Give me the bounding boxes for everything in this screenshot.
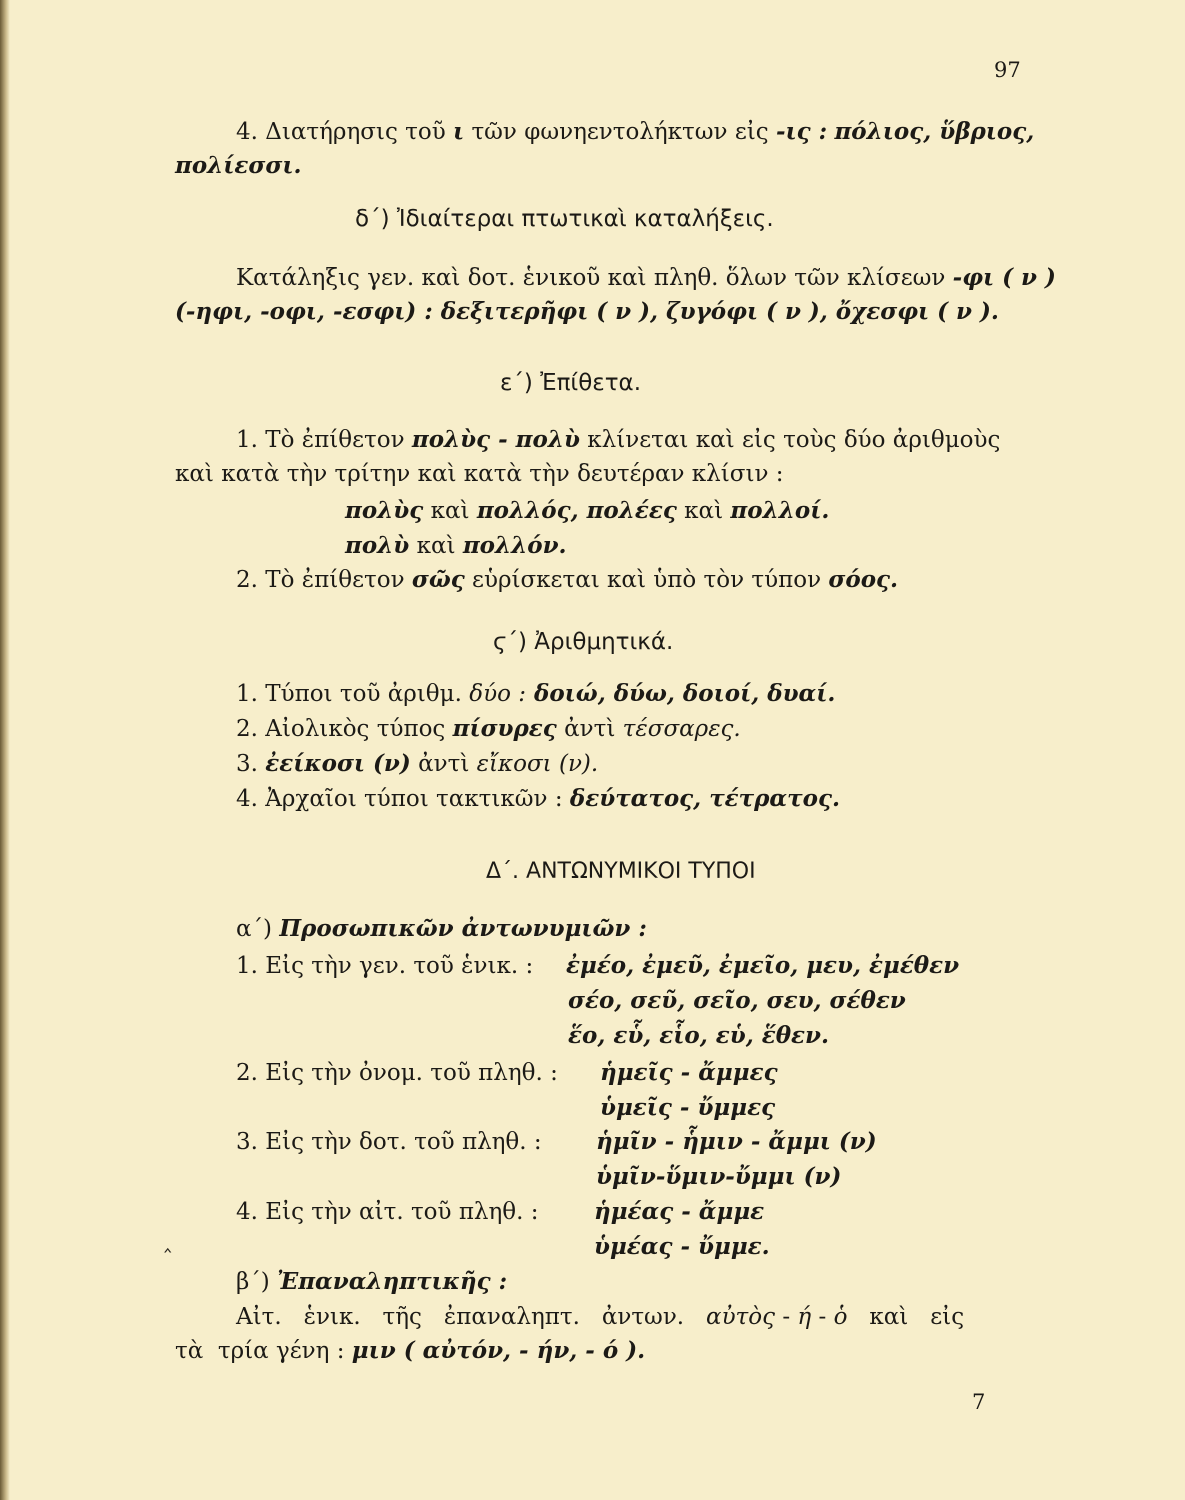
pronoun-row-2-forms-a: ἡμεῖς - ἄμμες [600, 1059, 778, 1086]
accusative-line-1 [236, 1302, 964, 1332]
adjective-forms-row-1 [345, 496, 829, 526]
numeral-item-1 [236, 679, 835, 709]
text: τὰ τρία γένη : [175, 1338, 352, 1364]
numeral-item-4 [236, 784, 840, 814]
footer-number: 7 [972, 1390, 986, 1414]
text-bold-italic: πολλός, πολέες [476, 497, 677, 524]
text: 1. Τύποι τοῦ ἀριθμ. [236, 681, 470, 707]
text-bold-italic: δοιώ, δύω, δοιοί, δυαί. [525, 680, 836, 707]
text-italic: εἴκοσι (ν). [476, 751, 599, 777]
text-bold-italic: ἐείκοσι (ν) [265, 750, 411, 777]
pronoun-row-2-label: 2. Εἰς τὴν ὀνομ. τοῦ πληθ. : [236, 1060, 558, 1086]
text: καὶ [409, 533, 463, 559]
text: καὶ [423, 498, 477, 524]
examples: πόλιος, ὕβριος, [834, 118, 1035, 145]
pronoun-row-4-forms-a: ἡμέας - ἄμμε [594, 1198, 765, 1225]
text: κλίνεται καὶ εἰς τοὺς δύο ἀριθμοὺς [579, 427, 1001, 453]
pronoun-row-1-label: 1. Εἰς τὴν γεν. τοῦ ἑνικ. : [236, 953, 534, 979]
section-heading-epsilon: ε΄) Ἐπίθετα. [500, 370, 642, 396]
pronoun-row-3-forms-b: ὑμῖν-ὕμιν-ὔμμι (ν) [596, 1163, 842, 1190]
text: καὶ [676, 498, 731, 524]
text-bold-italic: Ἐπαναληπτικῆς : [277, 1268, 508, 1295]
text: 3. [236, 751, 266, 777]
page-edge-shadow [0, 0, 10, 1500]
text: 4. Ἀρχαῖοι τύποι τακτικῶν : [236, 786, 570, 812]
paragraph-4-line-1 [236, 117, 1034, 147]
text: ἀντὶ [410, 751, 477, 777]
accusative-line-2 [175, 1336, 645, 1366]
pronoun-row-3-label: 3. Εἰς τὴν δοτ. τοῦ πληθ. : [236, 1129, 542, 1155]
adjective-forms-row-2 [345, 531, 567, 561]
text-italic: ή [797, 1304, 812, 1330]
text-bold-italic: πολὺς - πολὺ [411, 426, 580, 453]
text: 4. Διατήρησις τοῦ [236, 119, 453, 145]
endings-line-2: (-ηφι, -οφι, -εσφι) : δεξιτερῆφι ( ν ), ζυγόφι ( ν ), ὄχεσφι ( ν ). [175, 298, 999, 325]
text: ἀντὶ [556, 716, 623, 742]
section-heading-numerals: ϛ΄) Ἀριθμητικά. [493, 629, 674, 655]
text: καὶ εἰς [847, 1304, 965, 1330]
text: - [775, 1304, 798, 1330]
subsection-repetitive [236, 1267, 507, 1297]
text: α΄) [236, 916, 280, 942]
text: β΄) [236, 1269, 278, 1295]
caret-mark-icon: ‸ [164, 1228, 172, 1253]
text: τῶν φωνηεντολήκτων εἰς [464, 119, 776, 145]
pronoun-row-1-forms-c: ἕο, εὗ, εἷο, εὑ, ἕθεν. [568, 1022, 829, 1049]
adjective-1-line-2: καὶ κατὰ τὴν τρίτην καὶ κατὰ τὴν δευτέραν κλίσιν : [175, 461, 784, 487]
section-heading-delta: δ΄) Ἰδιαίτεραι πτωτικαὶ καταλήξεις. [355, 206, 774, 232]
text-italic: αὐτὸς [706, 1304, 776, 1330]
chapter-heading: Δ΄. ΑΝΤΩΝΥΜΙΚΟΙ ΤΥΠΟΙ [486, 859, 756, 884]
text: εὑρίσκεται καὶ ὑπὸ τὸν τύπον [464, 567, 829, 593]
text-bold-italic: Προσωπικῶν ἀντωνυμιῶν : [279, 915, 647, 942]
text-bold-italic: ι [453, 118, 465, 145]
text-bold-italic: πολὺ [345, 532, 410, 559]
endings-line-1 [236, 263, 1056, 293]
pronoun-row-4-forms-b: ὑμέας - ὔμμε. [594, 1233, 770, 1260]
text: Κατάληξις γεν. καὶ δοτ. ἑνικοῦ καὶ πληθ. ὅλων τῶν κλίσεων [236, 265, 953, 291]
text: 2. Αἰολικὸς τύπος [236, 716, 453, 742]
adjective-1-line-1 [236, 425, 1000, 455]
suffix: -ις : [775, 118, 828, 145]
subsection-personal [236, 914, 647, 944]
text-bold-italic: πολλόν. [462, 532, 567, 559]
text-bold-italic: σῶς [411, 566, 465, 593]
text-bold-italic: πίσυρες [452, 715, 557, 742]
pronoun-row-3-forms-a: ἡμῖν - ἧμιν - ἄμμι (ν) [596, 1128, 877, 1155]
text-bold-italic: πολλοί. [730, 497, 830, 524]
adjective-2 [236, 565, 898, 595]
pronoun-row-1-forms-a: ἐμέο, ἐμεῦ, ἐμεῖο, μευ, ἐμέθεν [566, 952, 960, 979]
paragraph-4-line-2: πολίεσσι. [175, 152, 302, 179]
pronoun-row-2-forms-b: ὑμεῖς - ὔμμες [600, 1094, 776, 1121]
text-bold-italic: σόος. [828, 566, 899, 593]
text: 1. Τὸ ἐπίθετον [236, 427, 412, 453]
text-bold-italic: δεύτατος, τέτρατος. [569, 785, 840, 812]
text-bold-italic: μιν ( αὐτόν, - ήν, - ό ). [351, 1337, 646, 1364]
text-bold-italic: πολὺς [345, 497, 424, 524]
text-italic: ὁ [833, 1304, 848, 1330]
text: 2. Τὸ ἐπίθετον [236, 567, 412, 593]
numeral-item-3 [236, 749, 598, 779]
text-italic: τέσσαρες. [622, 716, 741, 742]
text: - [811, 1304, 834, 1330]
text-bold-italic: -φι ( ν ) [952, 264, 1056, 291]
text: Αἰτ. ἑνικ. τῆς ἐπαναληπτ. ἀντων. [236, 1304, 707, 1330]
pronoun-row-1-forms-b: σέο, σεῦ, σεῖο, σευ, σέθεν [568, 987, 906, 1014]
page-number: 97 [994, 58, 1021, 82]
numeral-item-2 [236, 714, 741, 744]
text-italic: δύο : [469, 681, 526, 707]
pronoun-row-4-label: 4. Εἰς τὴν αἰτ. τοῦ πληθ. : [236, 1199, 539, 1225]
